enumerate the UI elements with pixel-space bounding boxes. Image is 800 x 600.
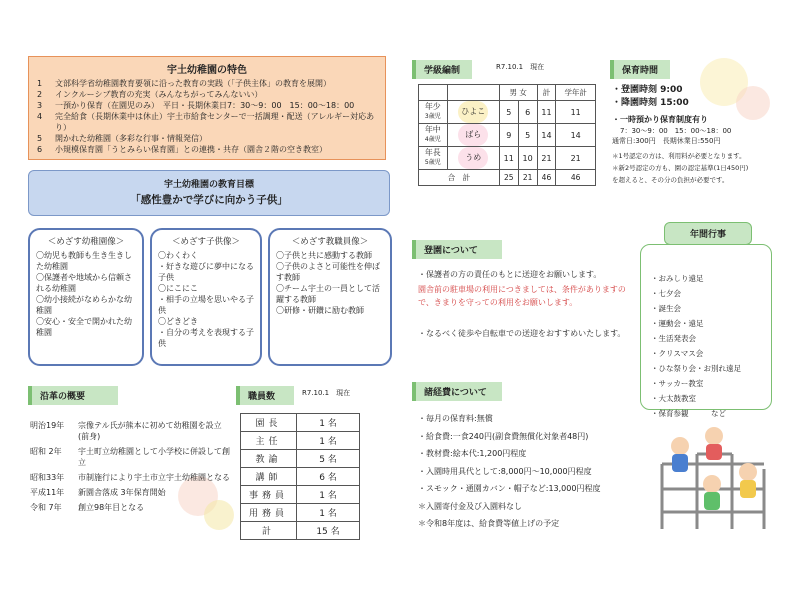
- table-row: 講師 6 名: [241, 468, 360, 486]
- hours-info: [612, 84, 792, 186]
- list-item: 〇安心・安全で開かれた幼稚園: [36, 317, 132, 337]
- list-item: ・誕生会: [651, 304, 681, 313]
- feature-item: 2 インクルーシブ教育の充実（みんなちがってみんないい）: [37, 90, 263, 99]
- fee-item: ・教材費:絵本代:1,200円程度: [418, 449, 527, 458]
- staff-image-title: ＜めざす教職員像＞: [291, 237, 369, 247]
- staff-date: R7.10.1 現在: [302, 389, 351, 397]
- table-row: 教諭 5 名: [241, 450, 360, 468]
- education-goal-banner: [28, 170, 390, 216]
- list-item: ・クリスマス会: [651, 349, 704, 358]
- goal-title: 宇土幼稚園の教育目標: [163, 180, 254, 190]
- class-date: R7.10.1 現在: [496, 63, 545, 71]
- fee-item: ・スモック・通園カバン・帽子など:13,000円程度: [418, 484, 601, 493]
- table-row: 年中 4歳児 ばら 9 5 14 14: [419, 124, 596, 147]
- list-item: ・ひな祭り会・お別れ遠足: [651, 364, 741, 373]
- hours-note: ＊1号認定の方は、利用料が必要となります。: [612, 152, 746, 160]
- hours-note: ＊新2号認定の方も、園の認定基準(1日450円): [612, 164, 749, 172]
- list-item: 〇子供と共に感動する教師: [276, 251, 372, 260]
- list-item: ・保育参観 など: [651, 409, 726, 418]
- table-row: 事務員 1 名: [241, 486, 360, 504]
- fee-item: ・毎月の保育料:無償: [418, 414, 493, 423]
- entry-text: ・保護者の方の責任のもとに送迎をお願いします。: [418, 270, 602, 279]
- temp-care-fee: 通常日:300円 長期休業日:550円: [612, 137, 721, 145]
- table-row: 主任 1 名: [241, 432, 360, 450]
- entry-text: ・なるべく徒歩や自転車での送迎をおすすめいたします。: [418, 329, 626, 338]
- hours-note: を超えると、その分の負担が必要です。: [612, 176, 729, 184]
- feature-item: 3 一預かり保育（在園児のみ） 平日・長期休業日7：30〜9：00 15：00〜18：00: [37, 101, 355, 110]
- features-box: [28, 56, 386, 160]
- list-item: 〇にこにこ: [158, 284, 198, 293]
- list-item: 〇幼小接続がなめらかな幼稚園: [36, 295, 132, 315]
- table-row: 用務員 1 名: [241, 504, 360, 522]
- fee-item: ＊入園寄付金及び入園料なし: [418, 501, 522, 511]
- child-image-title: ＜めざす子供像＞: [171, 237, 240, 247]
- table-row: 計 15 名: [241, 522, 360, 540]
- fees-info: [418, 410, 648, 533]
- history-row: 昭和33年 市制施行により宇土市立宇土幼稚園となる: [30, 473, 230, 482]
- list-item: 〇研修・研鑽に励む教師: [276, 306, 364, 315]
- list-item: ・好きな遊びに夢中になる子供: [158, 262, 254, 282]
- fee-item: ・給食費:一食240円(副食費無償化対象者48円): [418, 431, 589, 441]
- child-image-box: [150, 228, 262, 366]
- list-item: ・相手の立場を思いやる子供: [158, 295, 254, 315]
- children-jungle-gym-illustration: [652, 424, 774, 534]
- entry-warning: 園舎前の駐車場の利用につきましては、条件がありますので、きまりを守っての利用をお願いします。: [418, 285, 626, 307]
- events-box: [640, 244, 772, 418]
- list-item: 〇子供のよさと可能性を伸ばす教師: [276, 262, 380, 282]
- list-item: ・自分の考えを表現する子供: [158, 328, 254, 348]
- table-row: 合 計 25 21 46 46: [419, 170, 596, 186]
- entry-title: 登園について: [412, 240, 502, 259]
- features-title: 宇土幼稚園の特色: [167, 65, 247, 76]
- feature-item: 4 完全給食（長期休業中は休止）宇土市給食センターで一括調理・配送（アレルギー対応あり）: [37, 112, 375, 132]
- list-item: 〇保護者や地域から信頼される幼稚園: [36, 273, 132, 293]
- school-image-box: [28, 228, 144, 366]
- fee-item: ・入園時用具代として:8,000円〜10,000円程度: [418, 466, 592, 476]
- list-item: 〇幼児も教師も生き生きした幼稚園: [36, 251, 132, 271]
- staff-count-title: 職員数: [236, 386, 294, 405]
- history-row: 平成11年 新園舎落成 3年保育開始: [30, 488, 166, 497]
- list-item: 〇わくわく: [158, 251, 198, 260]
- staff-image-box: [268, 228, 392, 366]
- list-item: ・運動会・遠足: [651, 319, 704, 328]
- fees-title: 諸経費について: [412, 382, 502, 401]
- history-list: [30, 420, 230, 517]
- history-title: 沿革の概要: [28, 386, 118, 405]
- school-image-title: ＜めざす幼稚園像＞: [47, 237, 125, 247]
- history-row: 明治19年 宗像テル氏が熊本に初めて幼稚園を設立(前身): [30, 421, 222, 441]
- history-row: 令和 7年 創立98年目となる: [30, 503, 145, 512]
- events-title: 年間行事: [664, 222, 752, 245]
- list-item: ・七夕会: [651, 289, 681, 298]
- list-item: ・サッカー教室: [651, 379, 704, 388]
- class-table: [418, 84, 596, 186]
- hours-title: 保育時間: [610, 60, 670, 79]
- feature-item: 5 開かれた幼稚園（多彩な行事・情報発信）: [37, 134, 207, 143]
- history-row: 昭和 2年 宇土町立幼稚園として小学校に併設して創立: [30, 447, 230, 467]
- table-row: 年長 5歳児 うめ 11 10 21 21: [419, 147, 596, 170]
- entry-info: [418, 268, 638, 342]
- table-row: 園長 1 名: [241, 414, 360, 432]
- goal-text: 「感性豊かで学びに向かう子供」: [130, 194, 288, 206]
- table-row: 年少 3歳児 ひよこ 5 6 11 11: [419, 101, 596, 124]
- list-item: 〇どきどき: [158, 317, 198, 326]
- fee-item: ＊令和8年度は、給食費等値上げの予定: [418, 519, 560, 528]
- staff-table: [240, 413, 360, 540]
- temp-care-times: 7：30〜9：00 15：00〜18：00: [620, 127, 732, 135]
- end-time: ・降園時刻 15:00: [612, 98, 689, 108]
- list-item: ・生活発表会: [651, 334, 696, 343]
- start-time: ・登園時刻 9:00: [612, 85, 683, 95]
- list-item: ・大太鼓教室: [651, 394, 696, 403]
- list-item: ・おみしり遠足: [651, 274, 704, 283]
- table-row: 男 女 計 学年計: [419, 85, 596, 101]
- feature-item: 6 小規模保育園「うとみらい保育園」との連携・共存（園舎２階の空き教室）: [37, 145, 327, 154]
- class-title: 学級編制: [412, 60, 472, 79]
- feature-item: 1 文部科学省幼稚園教育要領に沿った教育の実践（「子供主体」の教育を展開）: [37, 79, 331, 88]
- list-item: 〇チーム宇土の一員として活躍する教師: [276, 284, 380, 304]
- temp-care: ・一時預かり保育制度有り: [612, 115, 708, 124]
